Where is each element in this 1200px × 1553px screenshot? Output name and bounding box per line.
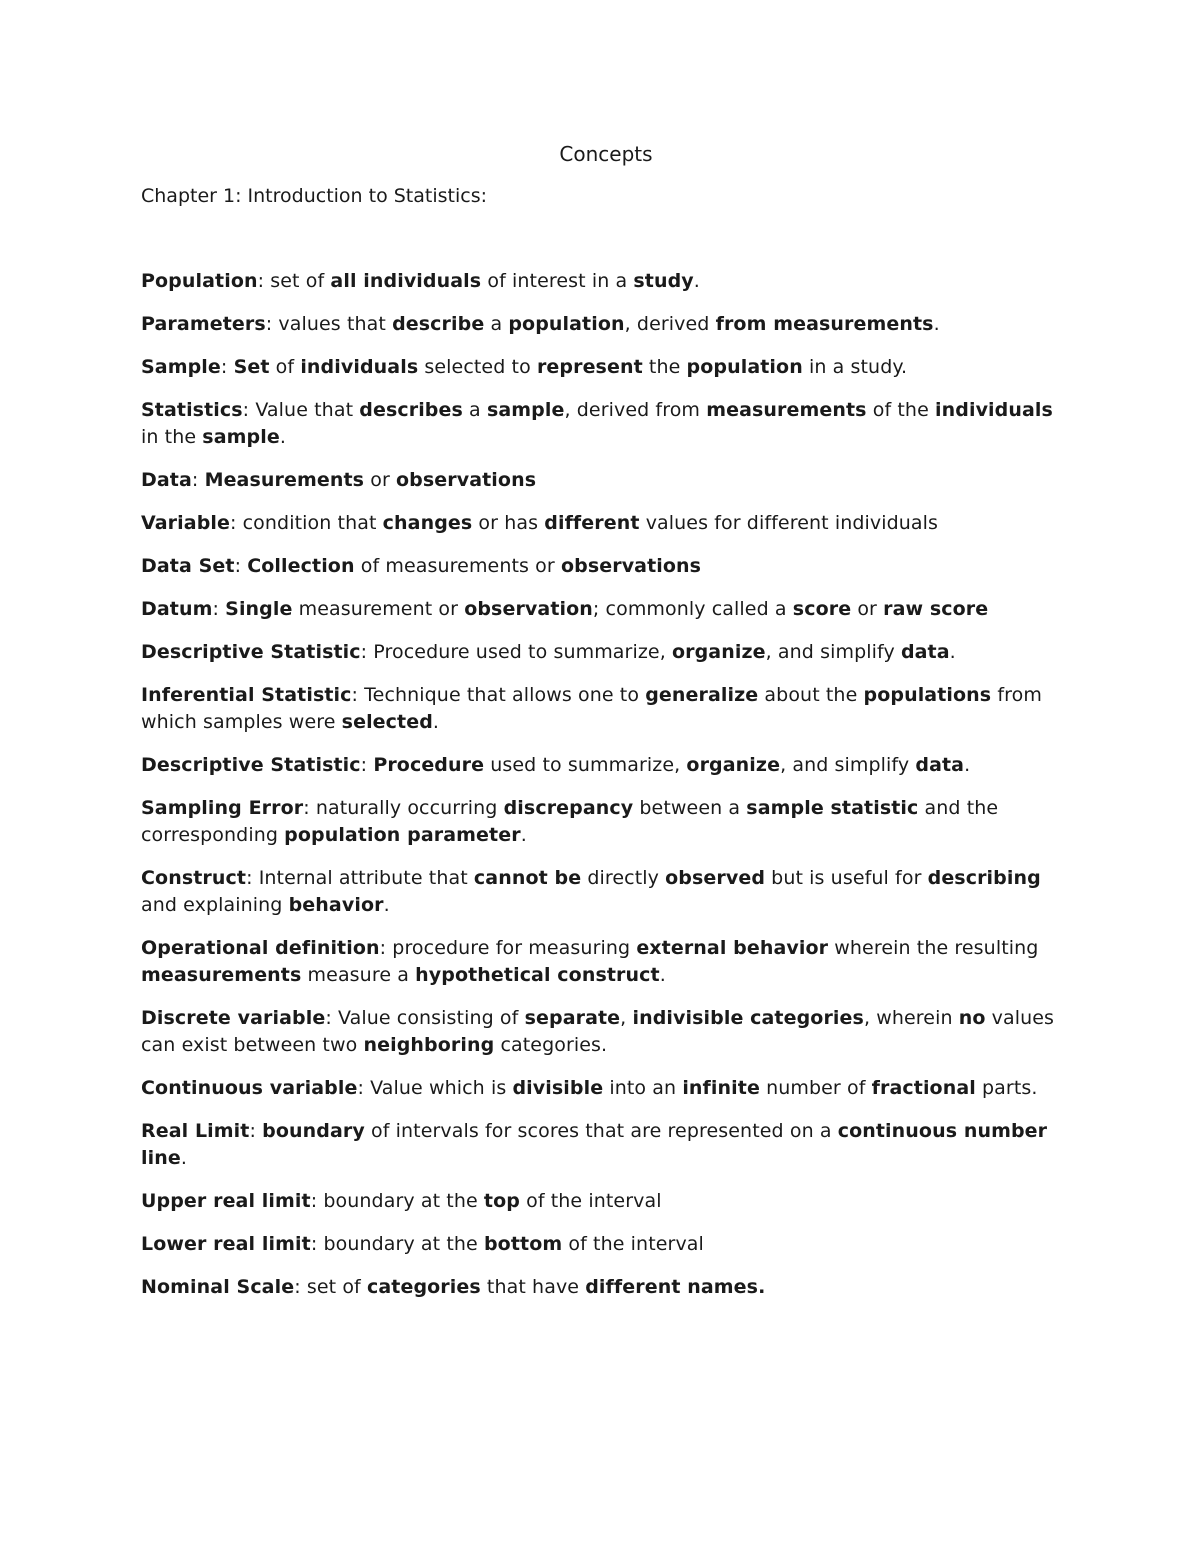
emphasis-text: from measurements [715,313,934,335]
definition-item [141,935,1071,989]
definition-text: selected to [418,356,537,378]
emphasis-text: fractional [871,1077,976,1099]
definition-text: used to summarize, [484,754,687,776]
definition-text: . [180,1147,187,1169]
definition-text: of the interval [519,1190,662,1212]
emphasis-text: Collection [247,555,355,577]
definition-term: Datum [141,598,213,620]
definition-term: Nominal Scale [141,1276,295,1298]
emphasis-text: population parameter [284,824,521,846]
definition-text: or [364,469,396,491]
definition-list [141,268,1071,1301]
emphasis-text: sample [202,426,280,448]
emphasis-text: boundary [262,1120,365,1142]
definition-text: parts. [975,1077,1038,1099]
definition-term: Discrete variable [141,1007,326,1029]
definition-text: of measurements or [354,555,561,577]
emphasis-text: describing [927,867,1041,889]
emphasis-text: different names. [585,1276,766,1298]
definition-item [141,354,1071,381]
emphasis-text: Single [225,598,293,620]
definition-text: . [520,824,527,846]
definition-text: of the interval [562,1233,704,1255]
definition-text: or has [472,512,545,534]
definition-text: . [279,426,286,448]
definition-term: Real Limit [141,1120,250,1142]
definition-text: of intervals for scores that are represented on a [364,1120,838,1142]
emphasis-text: represent [536,356,643,378]
emphasis-text: raw score [883,598,989,620]
emphasis-text: observations [560,555,702,577]
emphasis-text: Measurements [204,469,365,491]
definition-text: : values that [265,313,393,335]
definition-text: : Procedure used to summarize, [360,641,672,663]
emphasis-text: infinite [682,1077,760,1099]
definition-term: Population [141,270,258,292]
definition-text: , and simplify [765,641,901,663]
emphasis-text: populations [863,684,992,706]
definition-text: : Value that [242,399,360,421]
definition-text: number of [759,1077,872,1099]
definition-item [141,795,1071,849]
definition-text: , derived from [564,399,707,421]
definition-text: : procedure for measuring [379,937,637,959]
definition-text: of interest in a [481,270,634,292]
definition-term: Operational definition [141,937,380,959]
definition-text: measure a [301,964,416,986]
definition-text: : set of [257,270,331,292]
emphasis-text: different [544,512,640,534]
emphasis-text: data [915,754,965,776]
definition-text: about the [758,684,864,706]
definition-term: Data [141,469,192,491]
emphasis-text: describe [392,313,485,335]
emphasis-text: changes [382,512,473,534]
definition-text: but is useful for [765,867,928,889]
definition-term: Descriptive Statistic [141,754,361,776]
emphasis-text: data [900,641,950,663]
definition-item [141,682,1071,736]
definition-text: : [234,555,248,577]
definition-term: Sampling Error [141,797,304,819]
emphasis-text: bottom [483,1233,563,1255]
definition-item [141,268,1071,295]
emphasis-text: selected [341,711,433,733]
emphasis-text: observation [464,598,593,620]
emphasis-text: Procedure [373,754,485,776]
definition-text: : [249,1120,263,1142]
definition-item [141,752,1071,779]
definition-term: Statistics [141,399,243,421]
emphasis-text: no [958,1007,986,1029]
definition-text: : [360,754,374,776]
emphasis-text: individuals [300,356,419,378]
emphasis-text: organize [671,641,766,663]
emphasis-text: measurements [706,399,867,421]
definition-text: or [851,598,884,620]
definition-text: . [933,313,940,335]
definition-text: that have [480,1276,586,1298]
emphasis-text: all individuals [330,270,482,292]
definition-item [141,510,1071,537]
emphasis-text: observations [396,469,537,491]
definition-text: : [191,469,205,491]
definition-text: . [432,711,440,733]
definition-text: : naturally occurring [303,797,504,819]
emphasis-text: observed [665,867,766,889]
emphasis-text: neighboring [363,1034,495,1056]
definition-text: and the corresponding [141,797,999,846]
emphasis-text: sample statistic [746,797,919,819]
definition-text: values for different individuals [639,512,939,534]
definition-text: wherein the resulting [828,937,1039,959]
definition-text: in the [141,426,203,448]
emphasis-text: population [508,313,625,335]
definition-term: Inferential Statistic [141,684,352,706]
definition-item [141,1188,1071,1215]
definition-item [141,1274,1071,1301]
definition-text: the [642,356,687,378]
definition-text: : Value which is [357,1077,513,1099]
definition-item [141,397,1071,451]
emphasis-text: behavior [288,894,384,916]
definition-text: of the [866,399,936,421]
definition-text: , [620,1007,633,1029]
definition-item [141,467,1071,494]
definition-text: ; commonly called a [592,598,793,620]
definition-item [141,1118,1071,1172]
definition-text: : [212,598,226,620]
emphasis-text: measurements [141,964,302,986]
definition-term: Continuous variable [141,1077,358,1099]
definition-term: Construct [141,867,247,889]
emphasis-text: score [792,598,852,620]
definition-text: : set of [294,1276,367,1298]
emphasis-text: divisible [512,1077,604,1099]
definition-term: Upper real limit [141,1190,311,1212]
definition-item [141,596,1071,623]
definition-text: : [220,356,234,378]
document-title: Concepts [559,142,653,166]
emphasis-text: describes [359,399,463,421]
definition-item [141,553,1071,580]
definition-text: into an [603,1077,683,1099]
definition-item [141,1231,1071,1258]
definition-text: : Technique that allows one to [351,684,646,706]
emphasis-text: sample [486,399,565,421]
chapter-heading: Chapter 1: Introduction to Statistics: [141,185,487,207]
emphasis-text: top [483,1190,520,1212]
definition-item [141,865,1071,919]
definition-text: . [693,270,700,292]
definition-text: between a [633,797,747,819]
definition-text: . [949,641,956,663]
definition-term: Lower real limit [141,1233,311,1255]
emphasis-text: cannot be [473,867,582,889]
definition-term: Parameters [141,313,266,335]
definition-text: : Internal attribute that [246,867,474,889]
definition-text: : boundary at the [310,1190,484,1212]
document-page [141,140,1071,1317]
definition-text: and explaining [141,894,289,916]
definition-text: : condition that [230,512,383,534]
definition-item [141,639,1071,666]
emphasis-text: hypothetical construct [415,964,660,986]
definition-text: a [484,313,509,335]
definition-text: directly [581,867,666,889]
emphasis-text: separate [524,1007,621,1029]
definition-item [141,311,1071,338]
definition-text: : boundary at the [310,1233,484,1255]
definition-item [141,1005,1071,1059]
emphasis-text: indivisible categories [632,1007,864,1029]
definition-term: Descriptive Statistic [141,641,361,663]
definition-text: categories. [494,1034,608,1056]
emphasis-text: individuals [935,399,1053,421]
definition-item [141,1075,1071,1102]
emphasis-text: organize [686,754,781,776]
emphasis-text: discrepancy [503,797,634,819]
definition-text: a [462,399,487,421]
definition-text: . [383,894,390,916]
definition-text: values can exist between two [141,1007,1055,1056]
emphasis-text: categories [367,1276,481,1298]
definition-text: from which samples were [141,684,1042,733]
definition-term: Data Set [141,555,235,577]
definition-text: , wherein [863,1007,959,1029]
emphasis-text: continuous number line [141,1120,1048,1169]
emphasis-text: Set [233,356,270,378]
emphasis-text: study [633,270,694,292]
definition-text: . [659,964,666,986]
definition-term: Sample [141,356,221,378]
definition-term: Variable [141,512,230,534]
definition-text: , derived [624,313,716,335]
emphasis-text: generalize [645,684,759,706]
emphasis-text: population [686,356,803,378]
definition-text: measurement or [292,598,465,620]
definition-text: , and simplify [780,754,916,776]
definition-text: of [269,356,301,378]
definition-text: . [964,754,971,776]
definition-text: in a study. [802,356,908,378]
definition-text: : Value consisting of [325,1007,525,1029]
emphasis-text: external behavior [636,937,829,959]
